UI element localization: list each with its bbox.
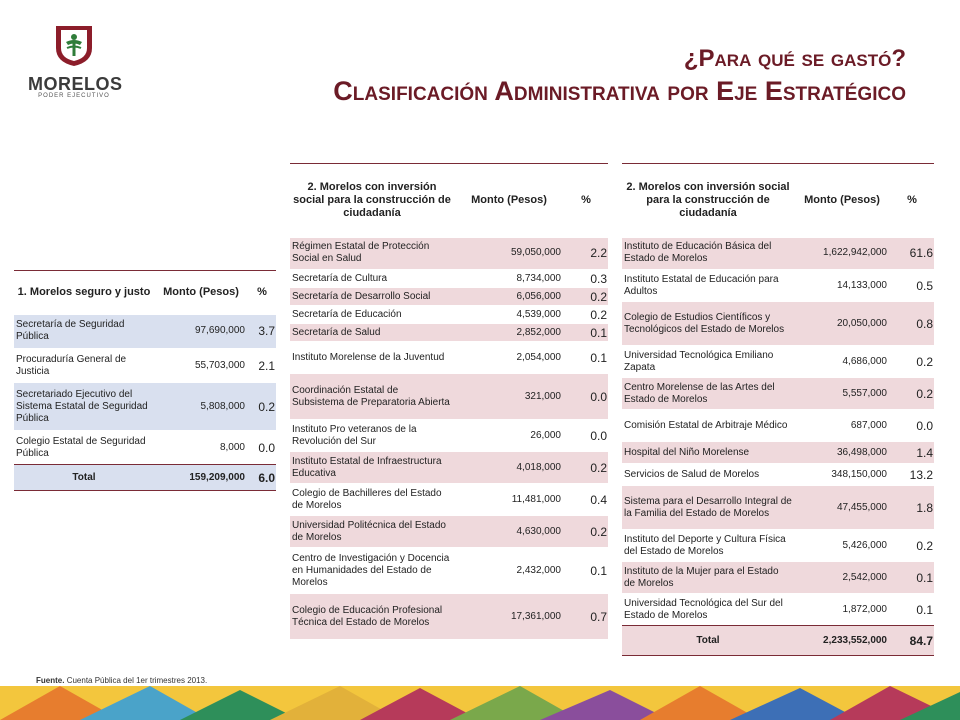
row-pct: 2.2 [564,238,608,270]
row-pct: 0.2 [564,306,608,324]
row-name: Régimen Estatal de Protección Social en Salud [290,238,454,270]
row-name: Instituto de la Mujer para el Estado de Morelos [622,562,794,594]
table-total-row [14,465,276,491]
table-row [622,530,934,562]
total-label: Total [14,465,154,491]
row-pct: 0.2 [564,516,608,548]
source-text: Cuenta Pública del 1er trimestres 2013. [66,676,208,685]
row-amount: 26,000 [454,420,564,452]
row-pct: 3.7 [248,315,276,349]
row-amount: 4,018,000 [454,452,564,484]
table-row [622,238,934,270]
table-row [14,349,276,383]
row-pct: 0.5 [890,270,934,302]
table-row [14,315,276,349]
row-name: Universidad Tecnológica del Sur del Estado de Morelos [622,594,794,626]
row-amount: 17,361,000 [454,594,564,640]
row-pct: 0.0 [890,410,934,442]
table-row [622,464,934,486]
table1-header-amount: Monto (Pesos) [163,286,239,299]
table-row [622,486,934,530]
table-row [622,378,934,410]
row-name: Secretaría de Cultura [290,270,454,288]
table-total-row [622,626,934,656]
row-pct: 0.2 [890,346,934,378]
table1-header-name: 1. Morelos seguro y justo [17,286,151,299]
morelos-logo [28,24,123,104]
row-name: Secretaría de Desarrollo Social [290,288,454,306]
row-amount: 5,557,000 [794,378,890,410]
table-row [290,288,608,306]
table-row [290,306,608,324]
row-amount: 14,133,000 [794,270,890,302]
total-label: Total [622,626,794,656]
row-amount: 348,150,000 [794,464,890,486]
row-amount: 5,808,000 [154,383,248,431]
row-pct: 0.2 [890,530,934,562]
row-amount: 20,050,000 [794,302,890,346]
row-name: Sistema para el Desarrollo Integral de la Familia del Estado de Morelos [622,486,794,530]
table-row [622,302,934,346]
title-line-2: Clasificación Administrativa por Eje Estratégico [333,76,906,106]
row-name: Secretaría de Salud [290,324,454,342]
row-name: Servicios de Salud de Morelos [622,464,794,486]
row-name: Secretaría de Educación [290,306,454,324]
row-amount: 8,000 [154,431,248,465]
table-row [290,270,608,288]
row-name: Instituto de Educación Básica del Estado de Morelos [622,238,794,270]
row-amount: 11,481,000 [454,484,564,516]
row-pct: 1.8 [890,486,934,530]
row-amount: 2,432,000 [454,548,564,594]
source-label: Fuente. [36,676,65,685]
row-pct: 0.2 [564,288,608,306]
row-pct: 0.1 [564,324,608,342]
row-amount: 4,630,000 [454,516,564,548]
table-row [290,516,608,548]
row-name: Colegio de Educación Profesional Técnica del Estado de Morelos [290,594,454,640]
row-pct: 0.1 [890,562,934,594]
logo-subtitle: PODER EJECUTIVO [38,93,110,99]
total-pct: 6.0 [248,465,276,491]
table-row [290,324,608,342]
row-name: Instituto Pro veteranos de la Revolución del Sur [290,420,454,452]
table2-header-amount: Monto (Pesos) [471,194,547,207]
row-amount: 2,054,000 [454,342,564,374]
row-name: Colegio Estatal de Seguridad Pública [14,431,154,465]
table-row [290,374,608,420]
row-pct: 0.1 [564,342,608,374]
row-amount: 5,426,000 [794,530,890,562]
row-amount: 687,000 [794,410,890,442]
table3-header-name: 2. Morelos con inversión social para la construcción de ciudadanía [626,181,790,220]
row-amount: 47,455,000 [794,486,890,530]
row-pct: 1.4 [890,442,934,464]
row-pct: 2.1 [248,349,276,383]
table-row [14,383,276,431]
row-pct: 0.1 [890,594,934,626]
total-amount: 2,233,552,000 [794,626,890,656]
table-row [14,431,276,465]
table-row [290,238,608,270]
row-pct: 0.7 [564,594,608,640]
logo-brand: MORELOS [28,74,123,94]
decorative-ribbon [0,686,960,720]
table-row [290,452,608,484]
row-pct: 0.8 [890,302,934,346]
table3-header-amount: Monto (Pesos) [804,194,880,207]
row-pct: 0.3 [564,270,608,288]
row-amount: 4,686,000 [794,346,890,378]
row-pct: 0.0 [564,420,608,452]
row-amount: 59,050,000 [454,238,564,270]
table-row [290,594,608,640]
row-amount: 36,498,000 [794,442,890,464]
row-name: Secretaría de Seguridad Pública [14,315,154,349]
row-name: Coordinación Estatal de Subsistema de Preparatoria Abierta [290,374,454,420]
row-name: Instituto del Deporte y Cultura Física del Estado de Morelos [622,530,794,562]
table-row [290,342,608,374]
table1-header-pct: % [257,286,267,299]
table2-header-name: 2. Morelos con inversión social para la construcción de ciudadanía [293,181,451,220]
table-row [622,562,934,594]
table-row [290,484,608,516]
table-row [622,442,934,464]
row-name: Colegio de Bachilleres del Estado de Morelos [290,484,454,516]
row-amount: 2,852,000 [454,324,564,342]
row-amount: 8,734,000 [454,270,564,288]
row-amount: 321,000 [454,374,564,420]
total-pct: 84.7 [890,626,934,656]
row-name: Instituto Morelense de la Juventud [290,342,454,374]
morelos-shield-icon [54,24,94,68]
table-row [622,270,934,302]
row-pct: 61.6 [890,238,934,270]
row-pct: 13.2 [890,464,934,486]
table-row [290,548,608,594]
row-pct: 0.2 [564,452,608,484]
row-pct: 0.4 [564,484,608,516]
source-note [36,676,207,685]
row-amount: 55,703,000 [154,349,248,383]
row-pct: 0.0 [564,374,608,420]
table-inversion-social-2 [622,163,934,656]
table-row [622,346,934,378]
row-name: Centro de Investigación y Docencia en Humanidades del Estado de Morelos [290,548,454,594]
row-name: Colegio de Estudios Científicos y Tecnológicos del Estado de Morelos [622,302,794,346]
row-name: Universidad Tecnológica Emiliano Zapata [622,346,794,378]
table-seguro-justo [14,270,276,491]
table3-header-pct: % [907,194,917,207]
table-row [622,410,934,442]
row-amount: 6,056,000 [454,288,564,306]
row-amount: 1,622,942,000 [794,238,890,270]
table-inversion-social-1 [290,163,608,640]
row-name: Secretariado Ejecutivo del Sistema Estatal de Seguridad Pública [14,383,154,431]
row-name: Instituto Estatal de Educación para Adultos [622,270,794,302]
table2-header-pct: % [581,194,591,207]
table-row [622,594,934,626]
row-name: Hospital del Niño Morelense [622,442,794,464]
row-name: Procuraduría General de Justicia [14,349,154,383]
row-name: Instituto Estatal de Infraestructura Educativa [290,452,454,484]
total-amount: 159,209,000 [154,465,248,491]
row-amount: 1,872,000 [794,594,890,626]
row-amount: 4,539,000 [454,306,564,324]
row-amount: 97,690,000 [154,315,248,349]
row-amount: 2,542,000 [794,562,890,594]
title-line-1: ¿Para qué se gastó? [683,45,906,72]
page-title [333,44,906,108]
row-name: Centro Morelense de las Artes del Estado de Morelos [622,378,794,410]
row-pct: 0.0 [248,431,276,465]
row-pct: 0.2 [890,378,934,410]
row-pct: 0.1 [564,548,608,594]
row-name: Universidad Politécnica del Estado de Morelos [290,516,454,548]
row-name: Comisión Estatal de Arbitraje Médico [622,410,794,442]
table-row [290,420,608,452]
row-pct: 0.2 [248,383,276,431]
